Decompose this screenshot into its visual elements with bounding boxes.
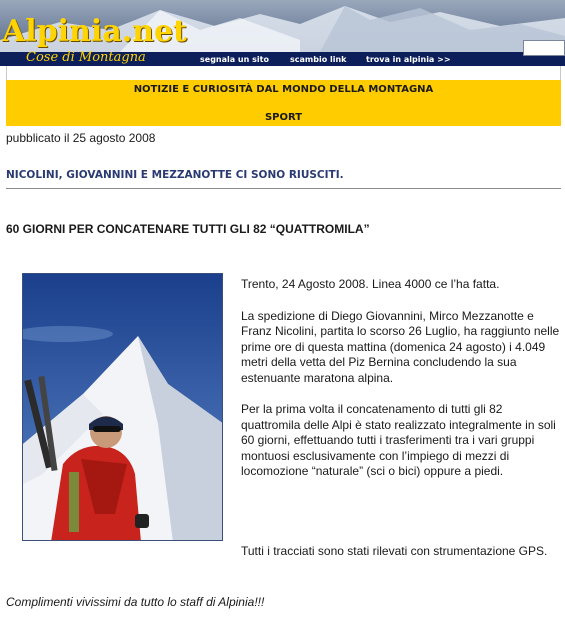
- article-paragraph: Trento, 24 Agosto 2008. Linea 4000 ce l’ha fatta.: [241, 277, 500, 291]
- site-tagline: Cose di Montagna: [26, 50, 146, 65]
- mountaineer-photo: [23, 274, 223, 541]
- article-paragraph: Per la prima volta il concatenamento di tutti gli 82 quattromila delle Alpi è stato realizzato integralmente in soli 60 giorni, effettuando tutti i trasferimenti tra i vari gruppi montuosi esclusivamente con l’impiego di mezzi di locomozione “naturale” (sci o bici) oppure a piedi.: [241, 402, 556, 478]
- divider: [6, 66, 7, 80]
- nav-link-trova[interactable]: trova in alpinia >>: [366, 55, 451, 64]
- site-logo[interactable]: Alpinia.net: [2, 14, 187, 49]
- article-headline: 60 GIORNI PER CONCATENARE TUTTI GLI 82 “QUATTROMILA”: [6, 222, 370, 236]
- search-input[interactable]: [523, 40, 565, 56]
- divider: [560, 66, 561, 80]
- section-category[interactable]: SPORT: [264, 112, 303, 123]
- article-paragraph: La spedizione di Diego Giovannini, Mirco Mezzanotte e Franz Nicolini, partita lo scorso 26 Luglio, ha raggiunto nelle prime ore di questa mattina (domenica 24 agosto) i 4.049 metri della vetta del Piz Bernina concludendo la sua estenuante maratona alpina.: [241, 308, 560, 385]
- article-signoff: Complimenti vivissimi da tutto lo staff di Alpinia!!!: [6, 595, 265, 609]
- section-title: NOTIZIE E CURIOSITÀ DAL MONDO DELLA MONTAGNA: [133, 84, 434, 95]
- publish-date: pubblicato il 25 agosto 2008: [6, 131, 156, 145]
- article-photo: [22, 273, 223, 541]
- nav-link-scambio[interactable]: scambio link: [290, 55, 347, 64]
- site-header: [0, 0, 565, 66]
- section-banner: [6, 80, 561, 126]
- article-subtitle: NICOLINI, GIOVANNINI E MEZZANOTTE CI SONO RIUSCITI.: [6, 169, 344, 181]
- nav-link-segnala[interactable]: segnala un sito: [200, 55, 269, 64]
- article-closing: [6, 544, 561, 560]
- divider: [6, 188, 561, 189]
- article-body: [241, 277, 561, 496]
- article-closing-text: Tutti i tracciati sono stati rilevati con strumentazione GPS.: [241, 544, 548, 558]
